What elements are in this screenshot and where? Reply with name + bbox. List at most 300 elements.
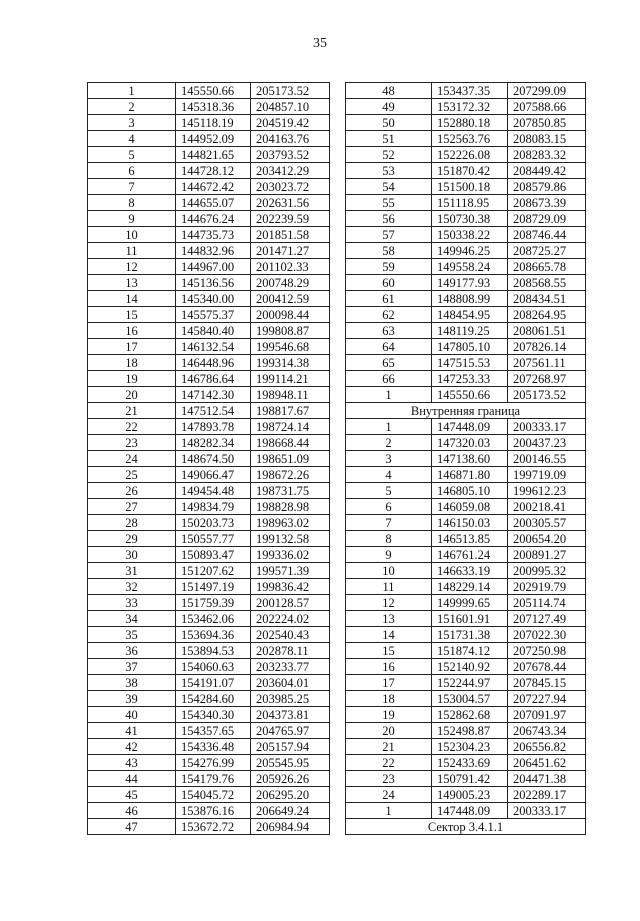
table-row <box>88 579 330 595</box>
table-row <box>346 547 586 563</box>
point-number-cell: 21 <box>346 739 432 755</box>
x-coordinate-cell: 149558.24 <box>432 259 508 275</box>
table-row <box>346 675 586 691</box>
x-coordinate-cell: 145136.56 <box>176 275 251 291</box>
x-coordinate-cell: 151500.18 <box>432 179 508 195</box>
point-number-cell: 29 <box>88 531 176 547</box>
y-coordinate-cell: 207299.09 <box>508 83 586 99</box>
x-coordinate-cell: 144952.09 <box>176 131 251 147</box>
point-number-cell: 63 <box>346 323 432 339</box>
point-number-cell: 7 <box>346 515 432 531</box>
x-coordinate-cell: 144728.12 <box>176 163 251 179</box>
x-coordinate-cell: 145550.66 <box>176 83 251 99</box>
y-coordinate-cell: 207091.97 <box>508 707 586 723</box>
y-coordinate-cell: 207826.14 <box>508 339 586 355</box>
table-row <box>88 307 330 323</box>
y-coordinate-cell: 204471.38 <box>508 771 586 787</box>
point-number-cell: 32 <box>88 579 176 595</box>
table-row <box>346 739 586 755</box>
x-coordinate-cell: 154191.07 <box>176 675 251 691</box>
point-number-cell: 65 <box>346 355 432 371</box>
point-number-cell: 44 <box>88 771 176 787</box>
x-coordinate-cell: 144676.24 <box>176 211 251 227</box>
y-coordinate-cell: 200218.41 <box>508 499 586 515</box>
table-row <box>346 659 586 675</box>
point-number-cell: 15 <box>346 643 432 659</box>
point-number-cell: 9 <box>346 547 432 563</box>
point-number-cell: 59 <box>346 259 432 275</box>
point-number-cell: 43 <box>88 755 176 771</box>
y-coordinate-cell: 206295.20 <box>251 787 330 803</box>
x-coordinate-cell: 144832.96 <box>176 243 251 259</box>
x-coordinate-cell: 154284.60 <box>176 691 251 707</box>
x-coordinate-cell: 145318.36 <box>176 99 251 115</box>
x-coordinate-cell: 153672.72 <box>176 819 251 835</box>
table-row <box>346 99 586 115</box>
point-number-cell: 8 <box>88 195 176 211</box>
x-coordinate-cell: 144821.65 <box>176 147 251 163</box>
point-number-cell: 22 <box>346 755 432 771</box>
point-number-cell: 46 <box>88 803 176 819</box>
x-coordinate-cell: 148808.99 <box>432 291 508 307</box>
y-coordinate-cell: 208579.86 <box>508 179 586 195</box>
point-number-cell: 34 <box>88 611 176 627</box>
y-coordinate-cell: 198668.44 <box>251 435 330 451</box>
point-number-cell: 20 <box>346 723 432 739</box>
y-coordinate-cell: 198963.02 <box>251 515 330 531</box>
y-coordinate-cell: 202919.79 <box>508 579 586 595</box>
point-number-cell: 6 <box>88 163 176 179</box>
point-number-cell: 7 <box>88 179 176 195</box>
y-coordinate-cell: 208725.27 <box>508 243 586 259</box>
point-number-cell: 6 <box>346 499 432 515</box>
table-row <box>88 691 330 707</box>
y-coordinate-cell: 200412.59 <box>251 291 330 307</box>
x-coordinate-cell: 152140.92 <box>432 659 508 675</box>
point-number-cell: 27 <box>88 499 176 515</box>
y-coordinate-cell: 199571.39 <box>251 563 330 579</box>
x-coordinate-cell: 147512.54 <box>176 403 251 419</box>
point-number-cell: 10 <box>88 227 176 243</box>
x-coordinate-cell: 148454.95 <box>432 307 508 323</box>
point-number-cell: 22 <box>88 419 176 435</box>
y-coordinate-cell: 202289.17 <box>508 787 586 803</box>
y-coordinate-cell: 208665.78 <box>508 259 586 275</box>
point-number-cell: 52 <box>346 147 432 163</box>
y-coordinate-cell: 206556.82 <box>508 739 586 755</box>
y-coordinate-cell: 198817.67 <box>251 403 330 419</box>
y-coordinate-cell: 207845.15 <box>508 675 586 691</box>
y-coordinate-cell: 202224.02 <box>251 611 330 627</box>
table-row <box>346 243 586 259</box>
table-row <box>346 115 586 131</box>
table-row <box>88 83 330 99</box>
point-number-cell: 37 <box>88 659 176 675</box>
point-number-cell: 26 <box>88 483 176 499</box>
point-number-cell: 55 <box>346 195 432 211</box>
y-coordinate-cell: 198731.75 <box>251 483 330 499</box>
point-number-cell: 3 <box>346 451 432 467</box>
x-coordinate-cell: 149177.93 <box>432 275 508 291</box>
x-coordinate-cell: 147448.09 <box>432 419 508 435</box>
y-coordinate-cell: 203604.01 <box>251 675 330 691</box>
table-row <box>88 211 330 227</box>
point-number-cell: 18 <box>88 355 176 371</box>
table-row <box>88 787 330 803</box>
table-row <box>346 803 586 819</box>
y-coordinate-cell: 202540.43 <box>251 627 330 643</box>
table-row <box>346 291 586 307</box>
x-coordinate-cell: 144967.00 <box>176 259 251 275</box>
x-coordinate-cell: 146059.08 <box>432 499 508 515</box>
y-coordinate-cell: 200995.32 <box>508 563 586 579</box>
table-row <box>346 451 586 467</box>
point-number-cell: 39 <box>88 691 176 707</box>
x-coordinate-cell: 149066.47 <box>176 467 251 483</box>
y-coordinate-cell: 199719.09 <box>508 467 586 483</box>
table-row <box>88 723 330 739</box>
x-coordinate-cell: 146513.85 <box>432 531 508 547</box>
page-number: 35 <box>313 36 327 51</box>
y-coordinate-cell: 201102.33 <box>251 259 330 275</box>
table-row <box>88 819 330 835</box>
y-coordinate-cell: 206649.24 <box>251 803 330 819</box>
y-coordinate-cell: 208264.95 <box>508 307 586 323</box>
point-number-cell: 20 <box>88 387 176 403</box>
point-number-cell: 35 <box>88 627 176 643</box>
y-coordinate-cell: 200128.57 <box>251 595 330 611</box>
x-coordinate-cell: 144655.07 <box>176 195 251 211</box>
x-coordinate-cell: 147448.09 <box>432 803 508 819</box>
x-coordinate-cell: 154336.48 <box>176 739 251 755</box>
x-coordinate-cell: 154179.76 <box>176 771 251 787</box>
table-row <box>346 691 586 707</box>
point-number-cell: 12 <box>88 259 176 275</box>
table-row <box>346 339 586 355</box>
table-row <box>346 307 586 323</box>
table-row <box>346 227 586 243</box>
x-coordinate-cell: 150338.22 <box>432 227 508 243</box>
point-number-cell: 23 <box>346 771 432 787</box>
y-coordinate-cell: 200748.29 <box>251 275 330 291</box>
x-coordinate-cell: 147515.53 <box>432 355 508 371</box>
y-coordinate-cell: 198828.98 <box>251 499 330 515</box>
x-coordinate-cell: 145340.00 <box>176 291 251 307</box>
table-row <box>88 99 330 115</box>
y-coordinate-cell: 208568.55 <box>508 275 586 291</box>
point-number-cell: 14 <box>88 291 176 307</box>
x-coordinate-cell: 152244.97 <box>432 675 508 691</box>
table-row <box>346 611 586 627</box>
x-coordinate-cell: 153876.16 <box>176 803 251 819</box>
point-number-cell: 57 <box>346 227 432 243</box>
y-coordinate-cell: 207268.97 <box>508 371 586 387</box>
point-number-cell: 3 <box>88 115 176 131</box>
point-number-cell: 11 <box>346 579 432 595</box>
y-coordinate-cell: 208673.39 <box>508 195 586 211</box>
table-row <box>88 355 330 371</box>
table-row <box>88 371 330 387</box>
y-coordinate-cell: 200098.44 <box>251 307 330 323</box>
y-coordinate-cell: 200146.55 <box>508 451 586 467</box>
x-coordinate-cell: 146761.24 <box>432 547 508 563</box>
x-coordinate-cell: 152880.18 <box>432 115 508 131</box>
point-number-cell: 2 <box>346 435 432 451</box>
y-coordinate-cell: 207250.98 <box>508 643 586 659</box>
section-title: Сектор 3.4.1.1 <box>346 819 586 835</box>
point-number-cell: 21 <box>88 403 176 419</box>
y-coordinate-cell: 201471.27 <box>251 243 330 259</box>
y-coordinate-cell: 203412.29 <box>251 163 330 179</box>
table-row <box>88 803 330 819</box>
table-row <box>346 643 586 659</box>
table-row <box>88 483 330 499</box>
y-coordinate-cell: 202239.59 <box>251 211 330 227</box>
x-coordinate-cell: 150791.42 <box>432 771 508 787</box>
x-coordinate-cell: 151874.12 <box>432 643 508 659</box>
y-coordinate-cell: 199612.23 <box>508 483 586 499</box>
point-number-cell: 10 <box>346 563 432 579</box>
point-number-cell: 2 <box>88 99 176 115</box>
y-coordinate-cell: 198651.09 <box>251 451 330 467</box>
table-row <box>88 435 330 451</box>
point-number-cell: 5 <box>346 483 432 499</box>
y-coordinate-cell: 203023.72 <box>251 179 330 195</box>
y-coordinate-cell: 199836.42 <box>251 579 330 595</box>
x-coordinate-cell: 153894.53 <box>176 643 251 659</box>
y-coordinate-cell: 208083.15 <box>508 131 586 147</box>
table-row <box>346 515 586 531</box>
x-coordinate-cell: 147805.10 <box>432 339 508 355</box>
point-number-cell: 25 <box>88 467 176 483</box>
y-coordinate-cell: 202878.11 <box>251 643 330 659</box>
point-number-cell: 9 <box>88 211 176 227</box>
table-row <box>346 435 586 451</box>
y-coordinate-cell: 206451.62 <box>508 755 586 771</box>
table-row <box>346 579 586 595</box>
table-row <box>346 755 586 771</box>
x-coordinate-cell: 149999.65 <box>432 595 508 611</box>
table-row <box>88 755 330 771</box>
table-row <box>346 163 586 179</box>
x-coordinate-cell: 146448.96 <box>176 355 251 371</box>
x-coordinate-cell: 148229.14 <box>432 579 508 595</box>
table-row <box>88 531 330 547</box>
y-coordinate-cell: 207678.44 <box>508 659 586 675</box>
point-number-cell: 14 <box>346 627 432 643</box>
point-number-cell: 1 <box>346 387 432 403</box>
table-row <box>88 195 330 211</box>
point-number-cell: 1 <box>346 419 432 435</box>
y-coordinate-cell: 206984.94 <box>251 819 330 835</box>
point-number-cell: 61 <box>346 291 432 307</box>
x-coordinate-cell: 154357.65 <box>176 723 251 739</box>
point-number-cell: 16 <box>88 323 176 339</box>
x-coordinate-cell: 153462.06 <box>176 611 251 627</box>
y-coordinate-cell: 203793.52 <box>251 147 330 163</box>
table-row <box>346 323 586 339</box>
x-coordinate-cell: 154340.30 <box>176 707 251 723</box>
table-row <box>88 643 330 659</box>
point-number-cell: 49 <box>346 99 432 115</box>
point-number-cell: 51 <box>346 131 432 147</box>
x-coordinate-cell: 152862.68 <box>432 707 508 723</box>
y-coordinate-cell: 205114.74 <box>508 595 586 611</box>
y-coordinate-cell: 207022.30 <box>508 627 586 643</box>
table-row <box>346 499 586 515</box>
point-number-cell: 40 <box>88 707 176 723</box>
point-number-cell: 66 <box>346 371 432 387</box>
point-number-cell: 23 <box>88 435 176 451</box>
table-row <box>346 595 586 611</box>
x-coordinate-cell: 154276.99 <box>176 755 251 771</box>
section-header-row <box>346 819 586 835</box>
point-number-cell: 54 <box>346 179 432 195</box>
y-coordinate-cell: 203985.25 <box>251 691 330 707</box>
x-coordinate-cell: 151601.91 <box>432 611 508 627</box>
point-number-cell: 17 <box>346 675 432 691</box>
y-coordinate-cell: 208061.51 <box>508 323 586 339</box>
x-coordinate-cell: 152563.76 <box>432 131 508 147</box>
table-row <box>88 675 330 691</box>
y-coordinate-cell: 199132.58 <box>251 531 330 547</box>
x-coordinate-cell: 145840.40 <box>176 323 251 339</box>
x-coordinate-cell: 150730.38 <box>432 211 508 227</box>
point-number-cell: 19 <box>346 707 432 723</box>
y-coordinate-cell: 200891.27 <box>508 547 586 563</box>
point-number-cell: 38 <box>88 675 176 691</box>
point-number-cell: 60 <box>346 275 432 291</box>
y-coordinate-cell: 204765.97 <box>251 723 330 739</box>
table-row <box>88 147 330 163</box>
x-coordinate-cell: 146805.10 <box>432 483 508 499</box>
x-coordinate-cell: 148674.50 <box>176 451 251 467</box>
table-row <box>346 419 586 435</box>
x-coordinate-cell: 147142.30 <box>176 387 251 403</box>
y-coordinate-cell: 199114.21 <box>251 371 330 387</box>
point-number-cell: 5 <box>88 147 176 163</box>
y-coordinate-cell: 204857.10 <box>251 99 330 115</box>
y-coordinate-cell: 200305.57 <box>508 515 586 531</box>
x-coordinate-cell: 148119.25 <box>432 323 508 339</box>
table-row <box>88 627 330 643</box>
x-coordinate-cell: 147893.78 <box>176 419 251 435</box>
y-coordinate-cell: 207127.49 <box>508 611 586 627</box>
x-coordinate-cell: 153172.32 <box>432 99 508 115</box>
point-number-cell: 50 <box>346 115 432 131</box>
table-row <box>346 531 586 547</box>
point-number-cell: 36 <box>88 643 176 659</box>
point-number-cell: 45 <box>88 787 176 803</box>
table-row <box>88 515 330 531</box>
y-coordinate-cell: 205173.52 <box>508 387 586 403</box>
y-coordinate-cell: 205173.52 <box>251 83 330 99</box>
table-row <box>88 387 330 403</box>
table-row <box>346 131 586 147</box>
y-coordinate-cell: 200333.17 <box>508 419 586 435</box>
point-number-cell: 62 <box>346 307 432 323</box>
y-coordinate-cell: 207850.85 <box>508 115 586 131</box>
table-row <box>88 467 330 483</box>
y-coordinate-cell: 198672.26 <box>251 467 330 483</box>
point-number-cell: 15 <box>88 307 176 323</box>
y-coordinate-cell: 201851.58 <box>251 227 330 243</box>
table-row <box>88 323 330 339</box>
point-number-cell: 47 <box>88 819 176 835</box>
y-coordinate-cell: 208449.42 <box>508 163 586 179</box>
x-coordinate-cell: 150893.47 <box>176 547 251 563</box>
point-number-cell: 18 <box>346 691 432 707</box>
point-number-cell: 16 <box>346 659 432 675</box>
x-coordinate-cell: 151207.62 <box>176 563 251 579</box>
table-row <box>88 739 330 755</box>
table-row <box>346 563 586 579</box>
point-number-cell: 42 <box>88 739 176 755</box>
x-coordinate-cell: 144672.42 <box>176 179 251 195</box>
table-row <box>346 355 586 371</box>
y-coordinate-cell: 208746.44 <box>508 227 586 243</box>
y-coordinate-cell: 205157.94 <box>251 739 330 755</box>
point-number-cell: 58 <box>346 243 432 259</box>
point-number-cell: 64 <box>346 339 432 355</box>
point-number-cell: 31 <box>88 563 176 579</box>
coordinates-table-right <box>345 82 586 835</box>
table-row <box>88 131 330 147</box>
table-row <box>346 179 586 195</box>
y-coordinate-cell: 205926.26 <box>251 771 330 787</box>
point-number-cell: 28 <box>88 515 176 531</box>
table-row <box>88 275 330 291</box>
table-row <box>88 563 330 579</box>
point-number-cell: 56 <box>346 211 432 227</box>
x-coordinate-cell: 152498.87 <box>432 723 508 739</box>
x-coordinate-cell: 154045.72 <box>176 787 251 803</box>
table-row <box>88 227 330 243</box>
x-coordinate-cell: 146150.03 <box>432 515 508 531</box>
x-coordinate-cell: 151759.39 <box>176 595 251 611</box>
table-row <box>88 611 330 627</box>
x-coordinate-cell: 153437.35 <box>432 83 508 99</box>
x-coordinate-cell: 150203.73 <box>176 515 251 531</box>
x-coordinate-cell: 144735.73 <box>176 227 251 243</box>
y-coordinate-cell: 202631.56 <box>251 195 330 211</box>
table-row <box>88 243 330 259</box>
x-coordinate-cell: 147253.33 <box>432 371 508 387</box>
table-row <box>346 259 586 275</box>
table-row <box>88 595 330 611</box>
y-coordinate-cell: 199808.87 <box>251 323 330 339</box>
x-coordinate-cell: 148282.34 <box>176 435 251 451</box>
table-row <box>88 115 330 131</box>
table-row <box>346 771 586 787</box>
table-row <box>346 627 586 643</box>
table-row <box>346 467 586 483</box>
point-number-cell: 24 <box>346 787 432 803</box>
x-coordinate-cell: 147320.03 <box>432 435 508 451</box>
table-row <box>346 147 586 163</box>
point-number-cell: 12 <box>346 595 432 611</box>
table-row <box>88 659 330 675</box>
table-row <box>88 707 330 723</box>
y-coordinate-cell: 208434.51 <box>508 291 586 307</box>
y-coordinate-cell: 204519.42 <box>251 115 330 131</box>
x-coordinate-cell: 146786.64 <box>176 371 251 387</box>
table-row <box>88 179 330 195</box>
coordinates-table-left <box>87 82 330 835</box>
point-number-cell: 13 <box>346 611 432 627</box>
table-row <box>88 547 330 563</box>
point-number-cell: 19 <box>88 371 176 387</box>
